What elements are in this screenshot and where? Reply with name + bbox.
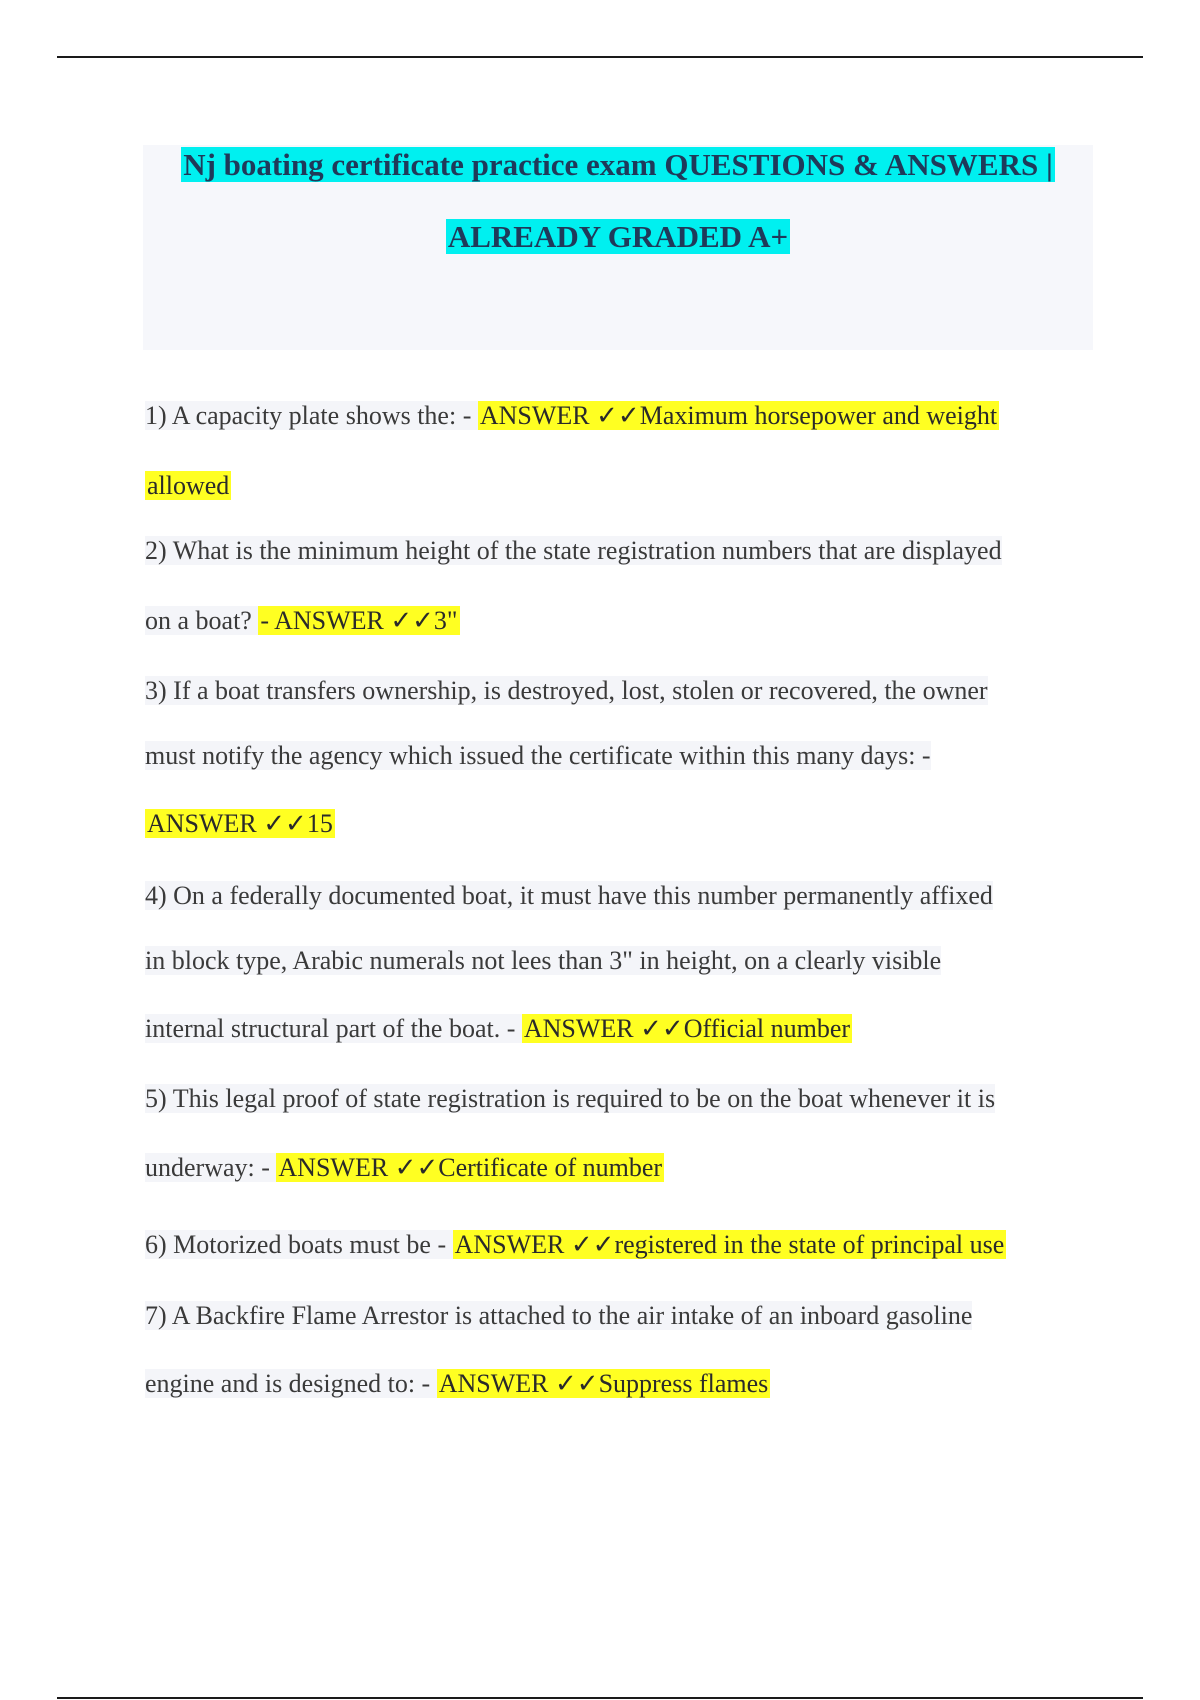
question-text: 4) On a federally documented boat, it must have this number permanently affixed: [145, 881, 993, 910]
question-text: 7) A Backfire Flame Arrestor is attached to the air intake of an inboard gasoline: [145, 1301, 973, 1330]
question-text: 2) What is the minimum height of the state registration numbers that are displayed: [145, 536, 1002, 565]
question-6-line-1: [145, 1227, 1006, 1263]
answer-text: ANSWER ✓✓Certificate of number: [278, 1153, 663, 1182]
title-block: [143, 145, 1093, 350]
answer-text: - ANSWER ✓✓3": [260, 606, 458, 635]
question-text: 5) This legal proof of state registration is required to be on the boat whenever it is: [145, 1084, 996, 1113]
question-1-line-1: [145, 398, 999, 434]
question-3-line-1: [145, 673, 988, 709]
question-5-line-2: [145, 1150, 664, 1186]
answer-text: allowed: [147, 471, 230, 500]
answer-text: ANSWER ✓✓15: [147, 809, 333, 838]
question-text: in block type, Arabic numerals not lees than 3" in height, on a clearly visible: [145, 946, 942, 975]
answer-text: ANSWER ✓✓Suppress flames: [438, 1369, 769, 1398]
answer-text: ANSWER ✓✓Maximum horsepower and weight: [479, 401, 998, 430]
question-text: 3) If a boat transfers ownership, is destroyed, lost, stolen or recovered, the owner: [145, 676, 988, 705]
question-7-line-1: [145, 1298, 972, 1334]
question-4-line-2: [145, 943, 941, 979]
question-text: must notify the agency which issued the certificate within this many days: -: [145, 741, 931, 770]
question-1-line-2: [145, 468, 231, 504]
answer-text: ANSWER ✓✓Official number: [523, 1014, 851, 1043]
bottom-rule: [57, 1697, 1143, 1699]
question-7-line-2: [145, 1366, 770, 1402]
top-rule: [57, 56, 1143, 58]
question-4-line-3: [145, 1011, 852, 1047]
document-title-line-2: ALREADY GRADED A+: [447, 219, 789, 254]
question-text: 1) A capacity plate shows the: -: [145, 401, 478, 430]
question-text: internal structural part of the boat. -: [145, 1014, 522, 1043]
question-4-line-1: [145, 878, 993, 914]
question-text: engine and is designed to: -: [145, 1369, 437, 1398]
question-2-line-1: [145, 533, 1002, 569]
document-title-line-1: Nj boating certificate practice exam QUESTIONS & ANSWERS |: [183, 147, 1053, 182]
question-3-line-2: [145, 738, 931, 774]
question-3-line-3: [145, 806, 335, 842]
question-5-line-1: [145, 1081, 995, 1117]
question-text: 6) Motorized boats must be -: [145, 1230, 453, 1259]
question-text: on a boat?: [145, 606, 259, 635]
question-2-line-2: [145, 603, 460, 639]
answer-text: ANSWER ✓✓registered in the state of principal use: [454, 1230, 1005, 1259]
question-text: underway: -: [145, 1153, 277, 1182]
